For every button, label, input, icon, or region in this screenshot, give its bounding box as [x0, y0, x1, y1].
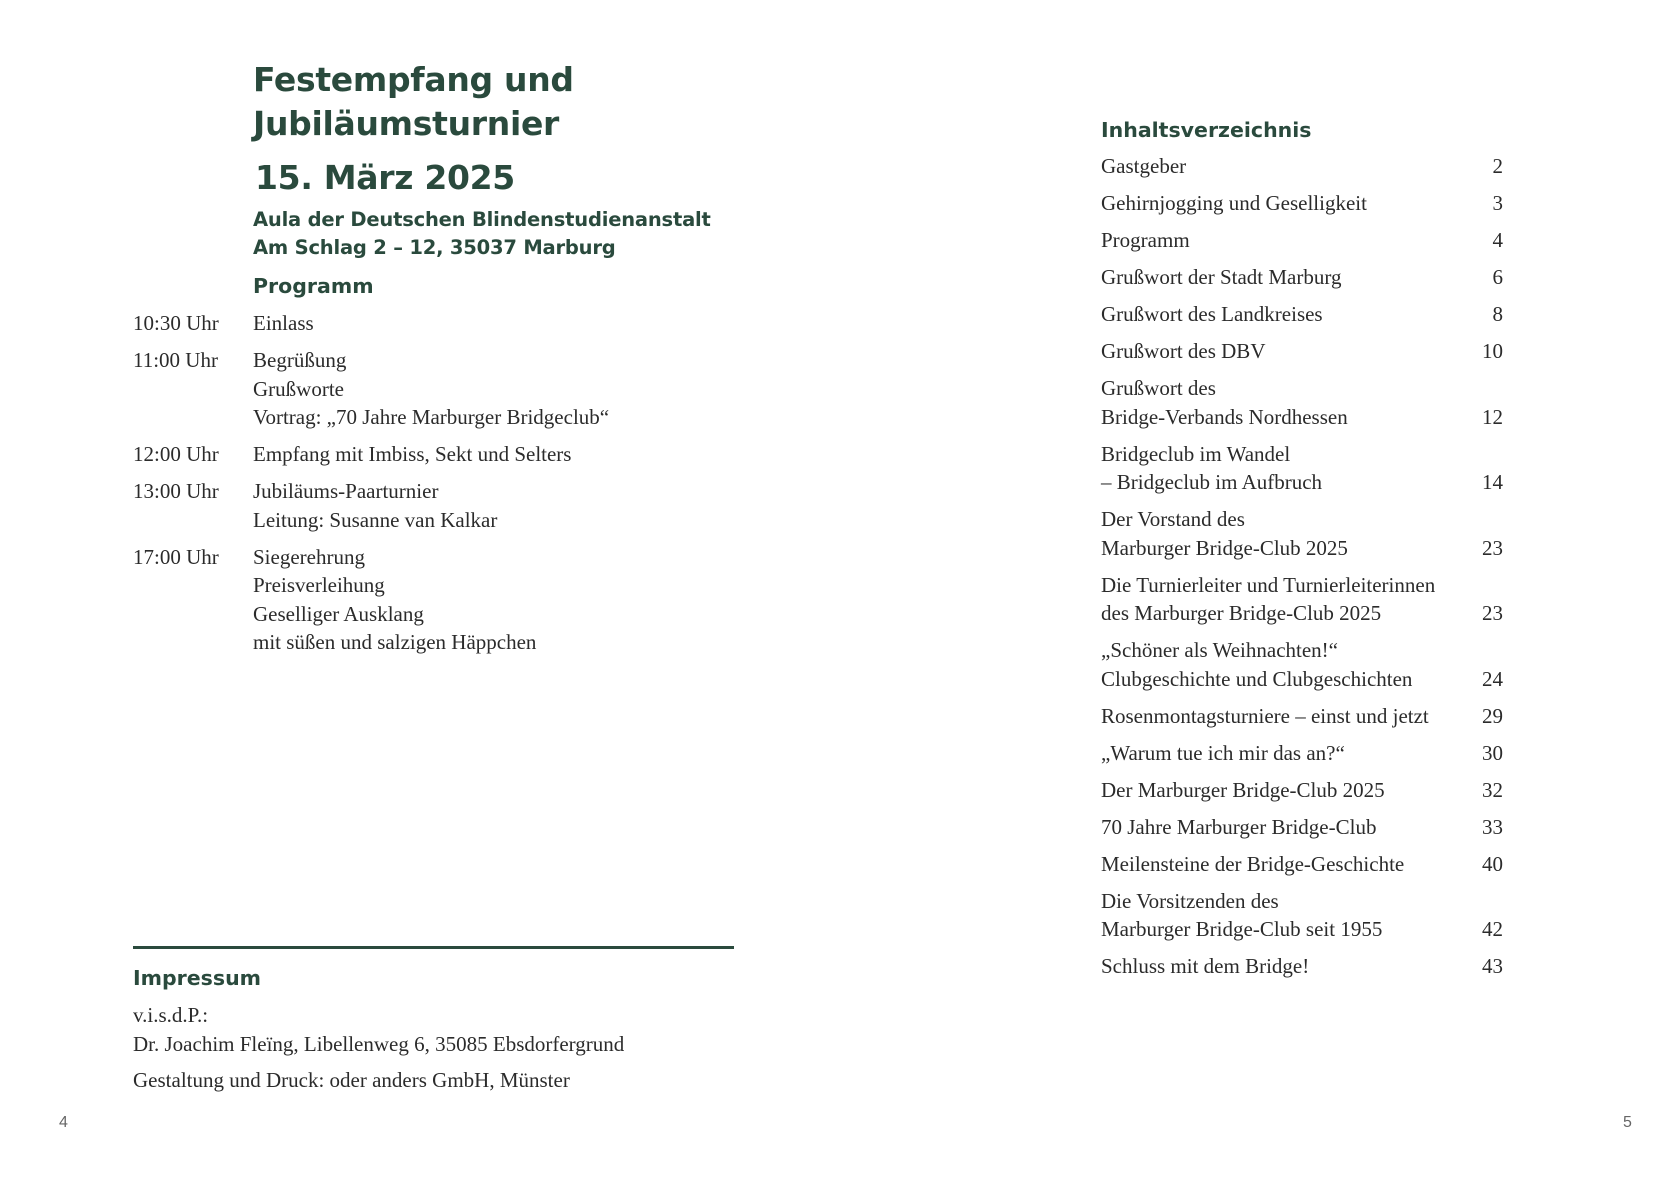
venue-line: Aula der Deutschen Blindenstudienanstalt: [253, 208, 711, 231]
toc-title-line: Die Vorsitzenden des: [1101, 888, 1279, 913]
toc-page-number: 40: [1482, 851, 1503, 876]
venue-line: Am Schlag 2 – 12, 35037 Marburg: [253, 236, 616, 259]
toc-title: [1101, 263, 1342, 292]
toc-title: [1101, 850, 1404, 879]
schedule-description: [253, 440, 571, 469]
schedule-line: Preisverleihung: [253, 573, 385, 597]
toc-entry: [1101, 374, 1503, 431]
toc-entry: [1101, 440, 1503, 497]
toc-entry: [1101, 887, 1503, 944]
toc-title: [1101, 189, 1367, 218]
toc-page-number: 43: [1482, 954, 1503, 978]
schedule-time: 10:30 Uhr: [133, 311, 219, 335]
toc-entry: [1101, 850, 1503, 879]
toc-title: [1101, 226, 1190, 255]
page-number-left: 4: [59, 1114, 68, 1131]
toc-entry: [1101, 300, 1503, 329]
toc-title-line: Der Marburger Bridge-Club 2025: [1101, 777, 1385, 802]
toc-title-line: 70 Jahre Marburger Bridge-Club: [1101, 814, 1377, 839]
toc-page-number: 12: [1482, 404, 1503, 429]
toc-title-line: Programm: [1101, 228, 1190, 252]
toc-entry: [1101, 776, 1503, 805]
toc-entry: [1101, 505, 1503, 562]
title-line: Festempfang und: [253, 60, 574, 99]
schedule-line: Jubiläums-Paarturnier: [253, 479, 439, 503]
schedule-item: [133, 346, 753, 432]
toc-title-line: – Bridgeclub im Aufbruch: [1101, 470, 1323, 494]
toc-title-line: Schluss mit dem Bridge!: [1101, 954, 1310, 978]
toc-page-number: 10: [1482, 339, 1503, 363]
impressum-design: Gestaltung und Druck: oder anders GmbH, Münster: [133, 1068, 570, 1092]
toc-title-line: Grußwort des DBV: [1101, 339, 1266, 363]
toc-title-line: „Schöner als Weihnachten!“: [1101, 638, 1338, 662]
toc-page-number: 32: [1482, 777, 1503, 802]
toc-page-number: 24: [1482, 666, 1503, 691]
venue: [253, 206, 711, 262]
toc-page-number: 14: [1482, 470, 1503, 494]
toc-title: [1101, 702, 1429, 731]
program-heading: Programm: [253, 274, 374, 298]
schedule-line: Begrüßung: [253, 348, 347, 372]
schedule-time: 11:00 Uhr: [133, 348, 218, 372]
toc-title-line: Bridge-Verbands Nordhessen: [1101, 404, 1348, 429]
toc-entry: [1101, 337, 1503, 366]
toc-title-line: Bridgeclub im Wandel: [1101, 441, 1291, 466]
schedule-item: [133, 543, 753, 657]
schedule-time: 12:00 Uhr: [133, 442, 219, 466]
toc-title-line: Marburger Bridge-Club seit 1955: [1101, 917, 1383, 941]
toc-title: [1101, 440, 1322, 497]
page-title: [253, 58, 574, 146]
table-of-contents: [1101, 152, 1503, 989]
toc-entry: [1101, 226, 1503, 255]
schedule-line: Einlass: [253, 311, 314, 335]
toc-title-line: des Marburger Bridge-Club 2025: [1101, 601, 1382, 625]
toc-title-line: Gastgeber: [1101, 154, 1187, 178]
toc-entry: [1101, 263, 1503, 292]
title-line: Jubiläumsturnier: [253, 104, 560, 143]
schedule: [133, 309, 753, 665]
schedule-description: [253, 477, 497, 534]
schedule-description: [253, 309, 314, 338]
toc-title-line: Grußwort des: [1101, 376, 1216, 400]
toc-page-number: 30: [1482, 740, 1503, 765]
toc-title: [1101, 505, 1348, 562]
toc-title-line: Rosenmontagsturniere – einst und jetzt: [1101, 703, 1429, 728]
toc-entry: [1101, 152, 1503, 181]
schedule-time: 17:00 Uhr: [133, 544, 219, 569]
toc-page-number: 23: [1482, 535, 1503, 560]
divider: [133, 946, 734, 949]
page-number-right: 5: [1623, 1114, 1632, 1131]
toc-entry: [1101, 636, 1503, 693]
toc-title: [1101, 300, 1323, 329]
schedule-line: mit süßen und salzigen Häppchen: [253, 630, 537, 654]
toc-title: [1101, 887, 1382, 944]
impressum-body: [133, 1001, 624, 1095]
toc-page-number: 4: [1492, 228, 1503, 252]
toc-page-number: 23: [1482, 601, 1503, 625]
toc-title-line: Marburger Bridge-Club 2025: [1101, 535, 1348, 560]
toc-entry: [1101, 189, 1503, 218]
toc-page-number: 29: [1482, 703, 1503, 728]
toc-title: [1101, 776, 1385, 805]
toc-page-number: 2: [1492, 154, 1503, 178]
toc-title-line: Meilensteine der Bridge-Geschichte: [1101, 851, 1405, 876]
toc-title: [1101, 952, 1309, 981]
toc-title: [1101, 571, 1435, 628]
toc-entry: [1101, 571, 1503, 628]
toc-page-number: 6: [1492, 265, 1503, 289]
event-date: 15. März 2025: [255, 158, 515, 197]
schedule-item: [133, 440, 753, 469]
toc-entry: [1101, 702, 1503, 731]
schedule-line: Grußworte: [253, 376, 344, 401]
toc-page-number: 33: [1482, 814, 1503, 839]
schedule-description: [253, 543, 536, 657]
impressum-visdp-name: Dr. Joachim Fleïng, Libellenweg 6, 35085 Ebsdorfergrund: [133, 1031, 625, 1056]
toc-title-line: Die Turnierleiter und Turnierleiterinnen: [1101, 572, 1436, 597]
toc-title-line: Gehirnjogging und Geselligkeit: [1101, 191, 1367, 215]
toc-title: [1101, 636, 1412, 693]
schedule-item: [133, 309, 753, 338]
schedule-line: Empfang mit Imbiss, Sekt und Selters: [253, 442, 572, 466]
toc-page-number: 42: [1482, 917, 1503, 941]
schedule-line: Geselliger Ausklang: [253, 601, 424, 626]
impressum-visdp-label: v.i.s.d.P.:: [133, 1003, 209, 1027]
toc-title-line: Grußwort des Landkreises: [1101, 302, 1323, 326]
toc-heading: Inhaltsverzeichnis: [1101, 118, 1312, 142]
toc-title-line: Grußwort der Stadt Marburg: [1101, 265, 1342, 289]
toc-entry: [1101, 739, 1503, 768]
toc-title-line: Clubgeschichte und Clubgeschichten: [1101, 666, 1413, 691]
toc-page-number: 8: [1492, 302, 1503, 326]
schedule-time: 13:00 Uhr: [133, 479, 219, 503]
toc-title: [1101, 813, 1376, 842]
schedule-line: Siegerehrung: [253, 544, 365, 569]
toc-entry: [1101, 813, 1503, 842]
toc-title: [1101, 152, 1186, 181]
toc-title-line: Der Vorstand des: [1101, 507, 1245, 531]
toc-title: [1101, 374, 1348, 431]
toc-title-line: „Warum tue ich mir das an?“: [1101, 740, 1345, 765]
schedule-line: Vortrag: „70 Jahre Marburger Bridgeclub“: [253, 405, 610, 429]
toc-title: [1101, 337, 1265, 366]
schedule-item: [133, 477, 753, 534]
impressum-heading: Impressum: [133, 966, 262, 990]
toc-title: [1101, 739, 1345, 768]
toc-page-number: 3: [1492, 191, 1503, 215]
schedule-line: Leitung: Susanne van Kalkar: [253, 507, 498, 532]
schedule-description: [253, 346, 609, 432]
toc-entry: [1101, 952, 1503, 981]
